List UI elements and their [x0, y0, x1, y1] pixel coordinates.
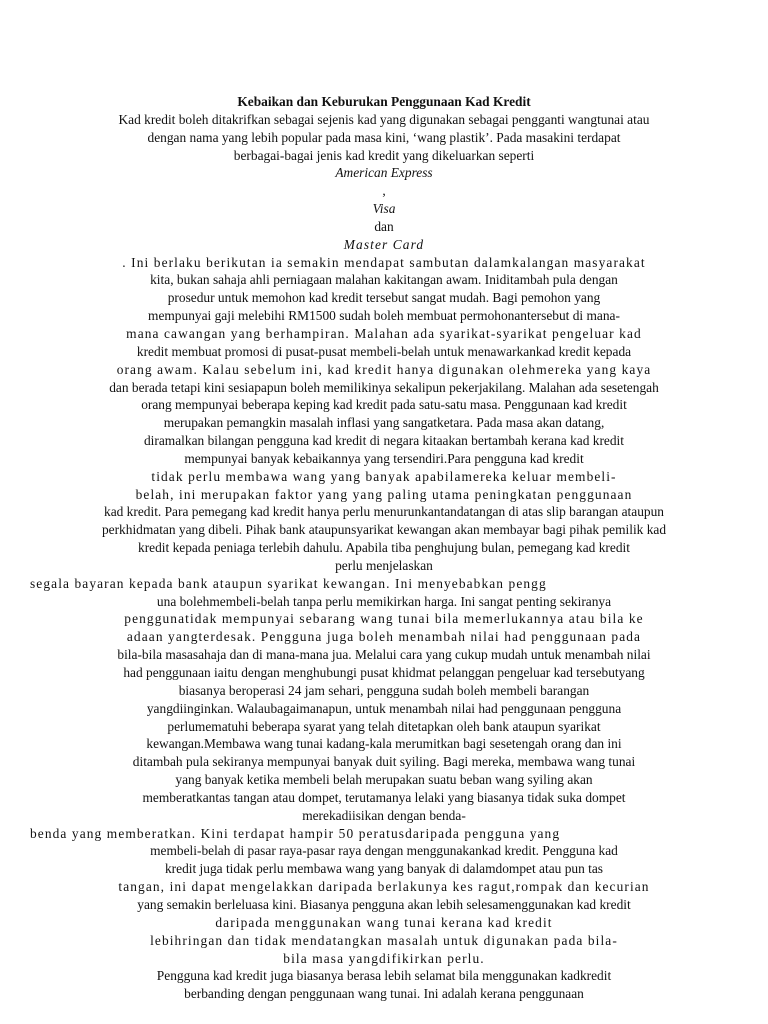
- text-line: bila-bila masasahaja dan di mana-mana jua. Melalui cara yang cukup mudah untuk menambah nilai: [117, 647, 651, 663]
- text-line: kewangan.Membawa wang tunai kadang-kala merumitkan bagi sesetengah orang dan ini: [146, 736, 622, 752]
- text-line: merupakan pemangkin masalah inflasi yang sangatketara. Pada masa akan datang,: [163, 415, 605, 431]
- text-line: . Ini berlaku berikutan ia semakin mendapat sambutan dalamkalangan masyarakat: [122, 254, 646, 270]
- text-line: Kad kredit boleh ditakrifkan sebagai sejenis kad yang digunakan sebagai pengganti wangtunai atau: [118, 111, 650, 127]
- text-line: merekadiisikan dengan benda-: [302, 807, 466, 823]
- text-line: segala bayaran kepada bank ataupun syarikat kewangan. Ini menyebabkan pengg: [30, 575, 547, 591]
- text-line-card-name: American Express: [335, 165, 433, 181]
- text-line: belah, ini merupakan faktor yang yang paling utama peningkatan penggunaan: [135, 486, 633, 502]
- text-line: Pengguna kad kredit juga biasanya berasa lebih selamat bila menggunakan kadkredit: [156, 968, 612, 984]
- text-line: memberatkantas tangan atau dompet, terutamanya lelaki yang biasanya tidak suka dompet: [142, 789, 626, 805]
- text-line: kredit kepada peniaga terlebih dahulu. Apabila tiba penghujung bulan, pemegang kad kredit: [138, 540, 630, 556]
- text-line: perkhidmatan yang dibeli. Pihak bank ataupunsyarikat kewangan akan membayar bagi pihak pemilik kad: [101, 522, 667, 538]
- text-line: kad kredit. Para pemegang kad kredit hanya perlu menurunkantandatangan di atas slip barangan ataupun: [104, 504, 664, 520]
- text-line: berbanding dengan penggunaan wang tunai. Ini adalah kerana penggunaan: [184, 986, 584, 1002]
- text-line: kredit juga tidak perlu membawa wang yang banyak di dalamdompet atau pun tas: [164, 861, 604, 877]
- text-line: orang mempunyai beberapa keping kad kredit pada satu-satu masa. Penggunaan kad kredit: [141, 397, 627, 413]
- text-line: ,: [382, 183, 386, 199]
- text-line: prosedur untuk memohon kad kredit tersebut sangat mudah. Bagi pemohon yang: [167, 290, 601, 306]
- text-line: daripada menggunakan wang tunai kerana kad kredit: [215, 914, 553, 930]
- text-line: had penggunaan iaitu dengan menghubungi pusat khidmat pelanggan pengeluar kad tersebutyang: [123, 665, 645, 680]
- text-line: dan berada tetapi kini sesiapapun boleh memilikinya sekalipun pekerjakilang. Malahan ada sesetengah: [109, 379, 659, 395]
- text-line: tangan, ini dapat mengelakkan daripada berlakunya kes ragut,rompak dan kecurian: [118, 879, 650, 895]
- text-line: biasanya beroperasi 24 jam sehari, pengguna sudah boleh membeli barangan: [178, 682, 590, 698]
- text-line: orang awam. Kalau sebelum ini, kad kredit hanya digunakan olehmereka yang kaya: [116, 361, 652, 377]
- text-line: una bolehmembeli-belah tanpa perlu memikirkan harga. Ini sangat penting sekiranya: [156, 593, 612, 609]
- text-line: mempunyai gaji melebihi RM1500 sudah boleh membuat permohonantersebut di mana-: [148, 308, 620, 324]
- text-line: penggunatidak mempunyai sebarang wang tunai bila memerlukannya atau bila ke: [124, 611, 644, 627]
- document-title: Kebaikan dan Keburukan Penggunaan Kad Kredit: [237, 94, 531, 109]
- text-line: dengan nama yang lebih popular pada masa kini, ‘wang plastik’. Pada masakini terdapat: [147, 129, 621, 145]
- text-line: tidak perlu membawa wang yang banyak apabilamereka keluar membeli-: [151, 468, 617, 484]
- text-line: yangdiinginkan. Walaubagaimanapun, untuk menambah nilai had penggunaan pengguna: [146, 700, 622, 716]
- text-line: membeli-belah di pasar raya-pasar raya dengan menggunakankad kredit. Pengguna kad: [150, 843, 618, 859]
- text-line: bila masa yangdifikirkan perlu.: [283, 950, 485, 966]
- text-line: benda yang memberatkan. Kini terdapat hampir 50 peratusdaripada pengguna yang: [30, 825, 561, 841]
- text-line: lebihringan dan tidak mendatangkan masalah untuk digunakan pada bila-: [150, 932, 618, 948]
- text-line: kredit membuat promosi di pusat-pusat membeli-belah untuk menawarkankad kredit kepada: [136, 343, 632, 359]
- text-line: yang semakin berleluasa kini. Biasanya pengguna akan lebih selesamenggunakan kad kredit: [137, 896, 631, 912]
- text-line: mempunyai banyak kebaikannya yang tersendiri.Para pengguna kad kredit: [184, 450, 584, 466]
- text-line: dan: [374, 218, 394, 234]
- text-line: perlumematuhi beberapa syarat yang telah ditetapkan oleh bank ataupun syarikat: [167, 718, 601, 734]
- text-line: berbagai-bagai jenis kad kredit yang dikeluarkan seperti: [233, 147, 535, 163]
- text-line: adaan yangterdesak. Pengguna juga boleh menambah nilai had penggunaan pada: [126, 629, 642, 645]
- text-line: perlu menjelaskan: [335, 557, 433, 573]
- text-line: diramalkan bilangan pengguna kad kredit di negara kitaakan bertambah kerana kad kredit: [143, 433, 624, 449]
- text-line: ditambah pula sekiranya mempunyai banyak duit syiling. Bagi mereka, membawa wang tunai: [132, 754, 636, 770]
- text-line-card-name: Visa: [372, 201, 396, 217]
- text-line: kita, bukan sahaja ahli perniagaan malahan kakitangan awam. Iniditambah pula dengan: [150, 272, 618, 288]
- text-line-card-name: Master Card: [343, 236, 425, 252]
- text-line: mana cawangan yang berhampiran. Malahan ada syarikat-syarikat pengeluar kad: [126, 325, 642, 341]
- text-line: yang banyak ketika membeli belah merupakan suatu beban wang syiling akan: [175, 772, 593, 788]
